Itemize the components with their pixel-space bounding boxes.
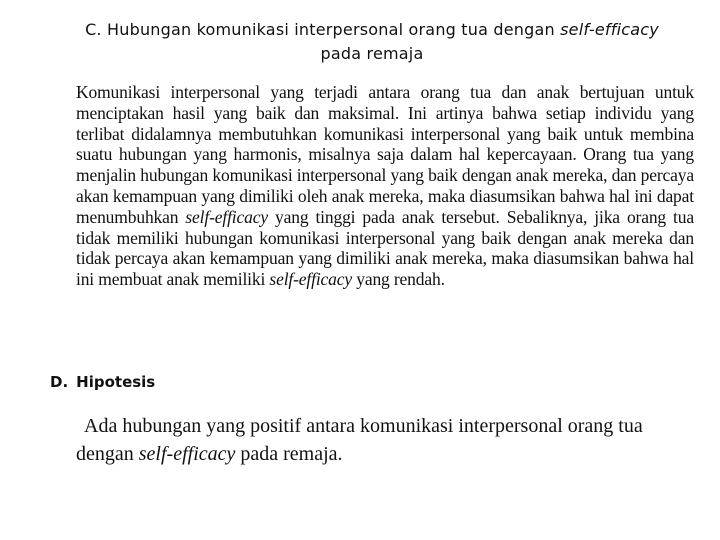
paragraph-text-3: yang rendah.	[352, 269, 445, 290]
paragraph-text-1: Komunikasi interpersonal yang terjadi antara orang tua dan anak bertujuan untuk menciptakan hasil yang baik dan maksimal. Ini artinya bahwa setiap individu yang terlibat didalamnya membutuhkan komunikasi interpersonal yang baik untuk membina suatu hubungan yang harmonis, misalnya saja dalam hal kepercayaan. Orang tua yang menjalin hubungan komunikasi interpersonal yang baik dengan anak mereka, dan percaya akan kemampuan yang dimiliki oleh anak mereka, maka diasumsikan bahwa hal ini dapat menumbuhkan	[76, 82, 694, 227]
paragraph-text-2: yang tinggi pada anak tersebut. Sebaliknya, jika orang tua tidak memiliki hubungan komunikasi interpersonal yang baik dengan anak mereka dan tidak percaya akan kemampuan yang dimiliki anak mereka, maka diasumsikan bahwa hal ini membuat anak memiliki	[76, 206, 694, 290]
section-c-title-text: Hubungan komunikasi interpersonal orang tua dengan	[107, 20, 561, 39]
section-c-heading-line1	[52, 18, 692, 42]
hypothesis-text-2: pada remaja.	[235, 443, 343, 465]
hypothesis-italic: self-efficacy	[138, 443, 236, 465]
section-c-paragraph	[76, 82, 694, 290]
section-c-title-italic: self-efficacy	[560, 20, 659, 39]
section-d-heading	[50, 370, 155, 394]
section-d-label: D.	[50, 373, 69, 391]
hypothesis-paragraph	[76, 412, 696, 468]
paragraph-italic-1: self-efficacy	[185, 206, 268, 227]
section-d-title: Hipotesis	[76, 373, 156, 391]
section-c-title-text-2: pada remaja	[320, 44, 424, 63]
section-c-label: C.	[85, 20, 102, 39]
hypothesis-text-1: Ada hubungan yang positif antara komunikasi interpersonal orang tua dengan	[76, 415, 643, 465]
section-c-heading	[52, 18, 692, 66]
paragraph-italic-2: self-efficacy	[269, 269, 353, 290]
